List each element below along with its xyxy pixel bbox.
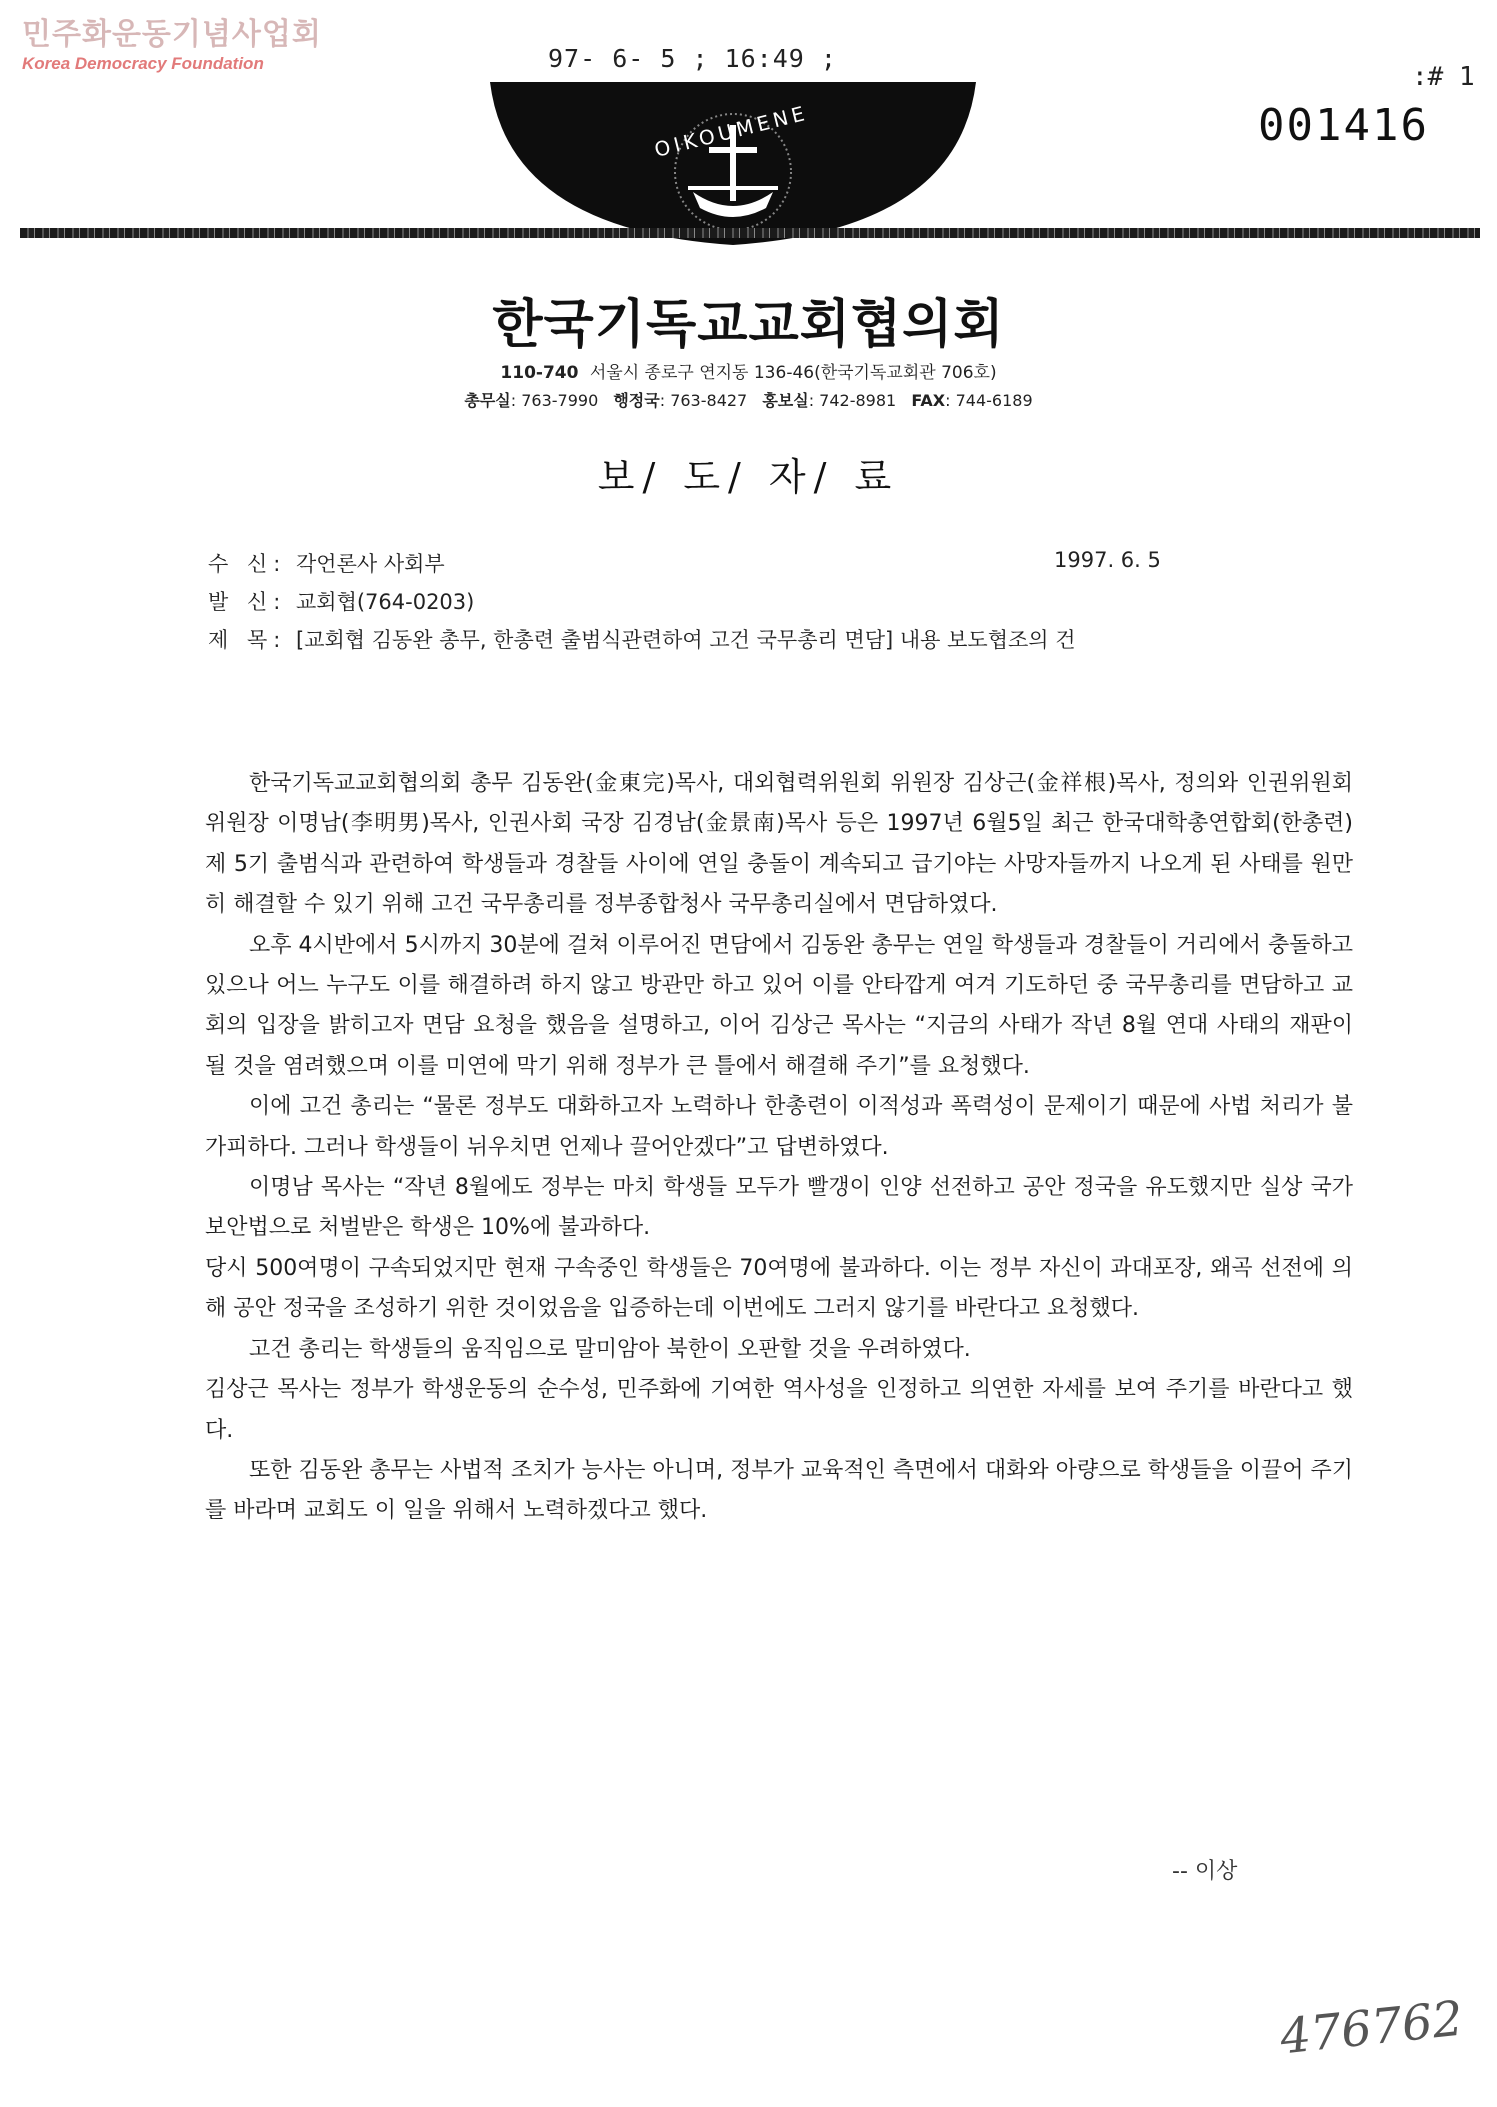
logo-text: OIKOUMENE: [651, 100, 811, 162]
sender-value: 교회협(764-0203): [296, 590, 475, 614]
body-paragraph: 또한 김동완 총무는 사법적 조치가 능사는 아니며, 정부가 교육적인 측면에서 대화와 아량으로 학생들을 이끌어 주기를 바라며 교회도 이 일을 위해서 노력하겠다고 했다.: [205, 1457, 1353, 1524]
body-paragraph: 한국기독교교회협의회 총무 김동완(金東完)목사, 대외협력위원회 위원장 김상근(金祥根)목사, 정의와 인권위원회 위원장 이명남(李明男)목사, 인권사회 국장 김경남(金景南)목사 등은 1997년 6월5일 최근 한국대학총연합회(한총련) 제 5기 출범식과 관련하여 학생들과 경찰들 사이에 연일 충돌이 계속되고 급기야는 사망자들까지 나오게 된 사태를 원만히 해결할 수 있기 위해 고건 국무총리를 정부종합청사 국무총리실에서 면담하였다.: [205, 771, 1353, 918]
body-paragraph: 이명남 목사는 “작년 8월에도 정부는 마치 학생들 모두가 빨갱이 인양 선전하고 공안 정국을 유도했지만 실상 국가보안법으로 처벌받은 학생은 10%에 불과하다.: [205, 1175, 1353, 1241]
zip-code: 110-740: [500, 363, 579, 383]
watermark-english: Korea Democracy Foundation: [22, 54, 264, 73]
organization-name: 한국기독교교회협의회: [492, 295, 1005, 355]
document-body: [205, 764, 1353, 1532]
phone-value: : 742-8981: [808, 391, 897, 410]
fax-header: 97- 6- 5 ; 16:49 ;: [548, 44, 837, 73]
phone-label: 행정국: [613, 391, 660, 410]
address-text: 서울시 종로구 연지동 136-46(한국기독교회관 706호): [589, 363, 997, 383]
subject-line: [208, 624, 1076, 654]
phone-label: 총무실: [464, 391, 511, 410]
subject-label: 제 목:: [208, 628, 287, 652]
watermark-korean: 민주화운동기념사업회: [22, 17, 322, 52]
handwritten-note: 476762: [1277, 1990, 1466, 2066]
phone-label: 홍보실: [762, 391, 809, 410]
sender-label: 발 신:: [208, 590, 287, 614]
phone-value: : 763-8427: [659, 391, 748, 410]
sender-line: [208, 586, 474, 616]
page-mark: :# 1: [1412, 62, 1475, 92]
body-paragraph: 김상근 목사는 정부가 학생운동의 순수성, 민주화에 기여한 역사성을 인정하고 의연한 자세를 보여 주기를 바란다고 했다.: [205, 1377, 1353, 1443]
oikoumene-logo: [488, 80, 978, 310]
document-date: 1997. 6. 5: [1054, 548, 1161, 572]
recipient-label: 수 신:: [208, 552, 287, 576]
watermark: [22, 18, 322, 74]
body-paragraph: 오후 4시반에서 5시까지 30분에 걸쳐 이루어진 면담에서 김동완 총무는 연일 학생들과 경찰들이 거리에서 충돌하고 있으나 어느 누구도 이를 해결하려 하지 않고 방관만 하고 있어 이를 안타깝게 여겨 기도하던 중 국무총리를 면담하고 교회의 입장을 밝히고자 면담 요청을 했음을 설명하고, 이어 김상근 목사는 “지금의 사태가 작년 8월 연대 사태의 재판이 될 것을 염려했으며 이를 미연에 막기 위해 정부가 큰 틀에서 해결해 주기”를 요청했다.: [205, 932, 1353, 1079]
body-paragraph: 당시 500여명이 구속되었지만 현재 구속중인 학생들은 70여명에 불과하다. 이는 정부 자신이 과대포장, 왜곡 선전에 의해 공안 정국을 조성하기 위한 것이었음을 입증하는데 이번에도 그러지 않기를 바란다고 요청했다.: [205, 1255, 1353, 1322]
phone-label: FAX: [911, 391, 946, 410]
subject-value: [교회협 김동완 총무, 한총련 출범식관련하여 고건 국무총리 면담] 내용 보도협조의 건: [296, 628, 1076, 652]
document-title: 보/ 도/ 자/ 료: [597, 455, 900, 499]
body-paragraph: 고건 총리는 학생들의 움직임으로 말미암아 북한이 오판할 것을 우려하였다.: [249, 1336, 971, 1362]
phone-value: : 744-6189: [945, 391, 1033, 410]
header-rule: [20, 228, 1480, 238]
closing-mark: -- 이상: [1172, 1859, 1238, 1884]
organization-phones: [0, 388, 1497, 411]
body-paragraph: 이에 고건 총리는 “물론 정부도 대화하고자 노력하나 한총련이 이적성과 폭력성이 문제이기 때문에 사법 처리가 불가피하다. 그러나 학생들이 뉘우치면 언제나 끌어안겠다”고 답변하였다.: [205, 1094, 1353, 1160]
recipient-value: 각언론사 사회부: [296, 552, 445, 576]
phone-value: : 763-7990: [510, 391, 599, 410]
organization-address: [0, 358, 1497, 383]
recipient-line: [208, 548, 445, 578]
document-number: 001416: [1258, 100, 1429, 151]
